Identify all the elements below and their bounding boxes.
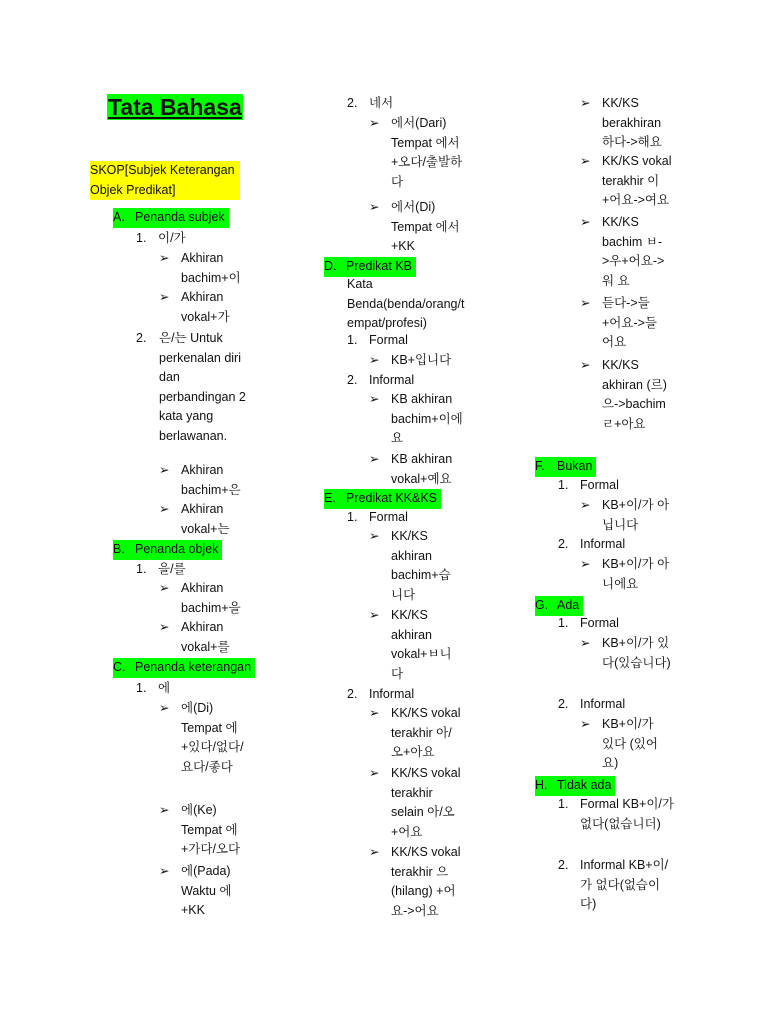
list-item-h1: Formal KB+이/가 없다(없습니더): [580, 797, 674, 831]
list-item-g2a: KB+이/가 있다 (있어요): [602, 717, 658, 770]
list-item-a1a: Akhiran bachim+이: [181, 251, 241, 285]
list-item-b1a: Akhiran bachim+을: [181, 581, 241, 615]
list-item-c1c: 에(Pada) Waktu 에+KK: [181, 864, 232, 917]
list-item-h2-num: 2.: [558, 858, 569, 872]
list-item-b1b: Akhiran vokal+를: [181, 620, 230, 654]
bullet-icon: ➢: [159, 581, 170, 595]
list-item-a1: 1. 이/가: [136, 231, 186, 245]
bullet-icon: ➢: [369, 353, 380, 367]
bullet-icon: ➢: [369, 116, 380, 130]
bullet-icon: ➢: [369, 608, 380, 622]
list-item-f1a: KB+이/가 아닙니다: [602, 498, 670, 532]
list-item-a2b: Akhiran vokal+는: [181, 502, 230, 536]
bullet-icon: ➢: [369, 200, 380, 214]
bullet-icon: ➢: [369, 766, 380, 780]
list-item-h1-num: 1.: [558, 797, 569, 811]
list-item-a2a: Akhiran bachim+은: [181, 463, 241, 497]
bullet-icon: ➢: [580, 717, 591, 731]
bullet-icon: ➢: [159, 864, 170, 878]
section-a-heading: A. Penanda subjek: [113, 208, 229, 228]
list-item-d2: 2. Informal: [347, 373, 415, 387]
list-item-d1: 1. Formal: [347, 333, 408, 347]
list-item-e2a: KK/KS vokal terakhir 아/오+아요: [391, 706, 461, 759]
list-item-d2b: KB akhiran vokal+예요: [391, 452, 453, 486]
bullet-icon: ➢: [159, 463, 170, 477]
bullet-icon: ➢: [580, 96, 591, 110]
list-item-c2a: 에서(Dari) Tempat 에서+오다/출발하다: [391, 116, 463, 189]
bullet-icon: ➢: [369, 452, 380, 466]
bullet-icon: ➢: [580, 557, 591, 571]
list-item-c1b: 에(Ke) Tempat 에+가다/오다: [181, 803, 241, 856]
list-item-e2d: KK/KS berakhiran 하다->해요: [602, 96, 662, 149]
bullet-icon: ➢: [159, 251, 170, 265]
list-item-c1: 1. 에: [136, 681, 171, 695]
bullet-icon: ➢: [369, 845, 380, 859]
bullet-icon: ➢: [159, 701, 170, 715]
list-item-g1a: KB+이/가 있다(있습니다): [602, 636, 671, 670]
list-item-f2a: KB+이/가 아니에요: [602, 557, 670, 591]
list-item-e2g: 듣다->들+어요->들어요: [602, 296, 657, 349]
subtitle-skop: SKOP[Subjek Keterangan Objek Predikat]: [90, 161, 240, 200]
section-f-heading: F. Bukan: [535, 457, 596, 477]
bullet-icon: ➢: [580, 154, 591, 168]
section-d-heading: D. Predikat KB: [324, 257, 416, 277]
bullet-icon: ➢: [369, 529, 380, 543]
bullet-icon: ➢: [580, 296, 591, 310]
list-item-g1: 1. Formal: [558, 616, 619, 630]
list-item-c2b: 에서(Di) Tempat 에서+KK: [391, 200, 460, 253]
bullet-icon: ➢: [580, 215, 591, 229]
list-item-f1: 1. Formal: [558, 478, 619, 492]
list-item-e2c: KK/KS vokal terakhir 으(hilang) +어요->어요: [391, 845, 461, 918]
list-item-h2: Informal KB+이/가 없다(없습이다): [580, 858, 669, 911]
list-item-a1b: Akhiran vokal+가: [181, 290, 230, 324]
bullet-icon: ➢: [159, 620, 170, 634]
section-g-heading: G. Ada: [535, 596, 583, 616]
list-item-a2-num: 2.: [136, 331, 147, 345]
bullet-icon: ➢: [159, 290, 170, 304]
list-item-f2: 2. Informal: [558, 537, 626, 551]
list-item-e2b: KK/KS vokal terakhir selain 아/오+어요: [391, 766, 461, 839]
list-item-e1b: KK/KS akhiran vokal+ㅂ니다: [391, 608, 452, 681]
section-c-heading: C. Penanda keterangan: [113, 658, 255, 678]
section-d-description: Kata Benda(benda/orang/tempat/profesi): [347, 277, 465, 330]
list-item-c1a: 에(Di) Tempat 에+있다/없다/요다/좋다: [181, 701, 244, 774]
list-item-e2: 2. Informal: [347, 687, 415, 701]
page-title: Tata Bahasa: [108, 94, 242, 120]
bullet-icon: ➢: [159, 803, 170, 817]
list-item-d1a: KB+입니다: [391, 353, 452, 367]
list-item-a2: 은/는 Untuk perkenalan diri dan perbandingan 2 kata yang berlawanan.: [159, 331, 246, 443]
section-h-heading: H. Tidak ada: [535, 776, 615, 796]
bullet-icon: ➢: [580, 358, 591, 372]
list-item-c2: 2. 네서: [347, 96, 394, 110]
list-item-e1a: KK/KS akhiran bachim+습니다: [391, 529, 451, 602]
list-item-e2f: KK/KS bachim ㅂ->우+어요->워 요: [602, 215, 665, 288]
section-b-heading: B. Penanda objek: [113, 540, 222, 560]
bullet-icon: ➢: [580, 498, 591, 512]
section-e-heading: E. Predikat KK&KS: [324, 489, 441, 509]
list-item-b1: 1. 을/를: [136, 562, 186, 576]
list-item-g2: 2. Informal: [558, 697, 626, 711]
bullet-icon: ➢: [369, 706, 380, 720]
bullet-icon: ➢: [159, 502, 170, 516]
bullet-icon: ➢: [580, 636, 591, 650]
bullet-icon: ➢: [369, 392, 380, 406]
list-item-e2e: KK/KS vokal terakhir 이+어요->여요: [602, 154, 672, 207]
list-item-d2a: KB akhiran bachim+이에요: [391, 392, 463, 445]
list-item-e1: 1. Formal: [347, 510, 408, 524]
list-item-e2h: KK/KS akhiran (르) 으->bachim ㄹ+아요: [602, 358, 667, 431]
